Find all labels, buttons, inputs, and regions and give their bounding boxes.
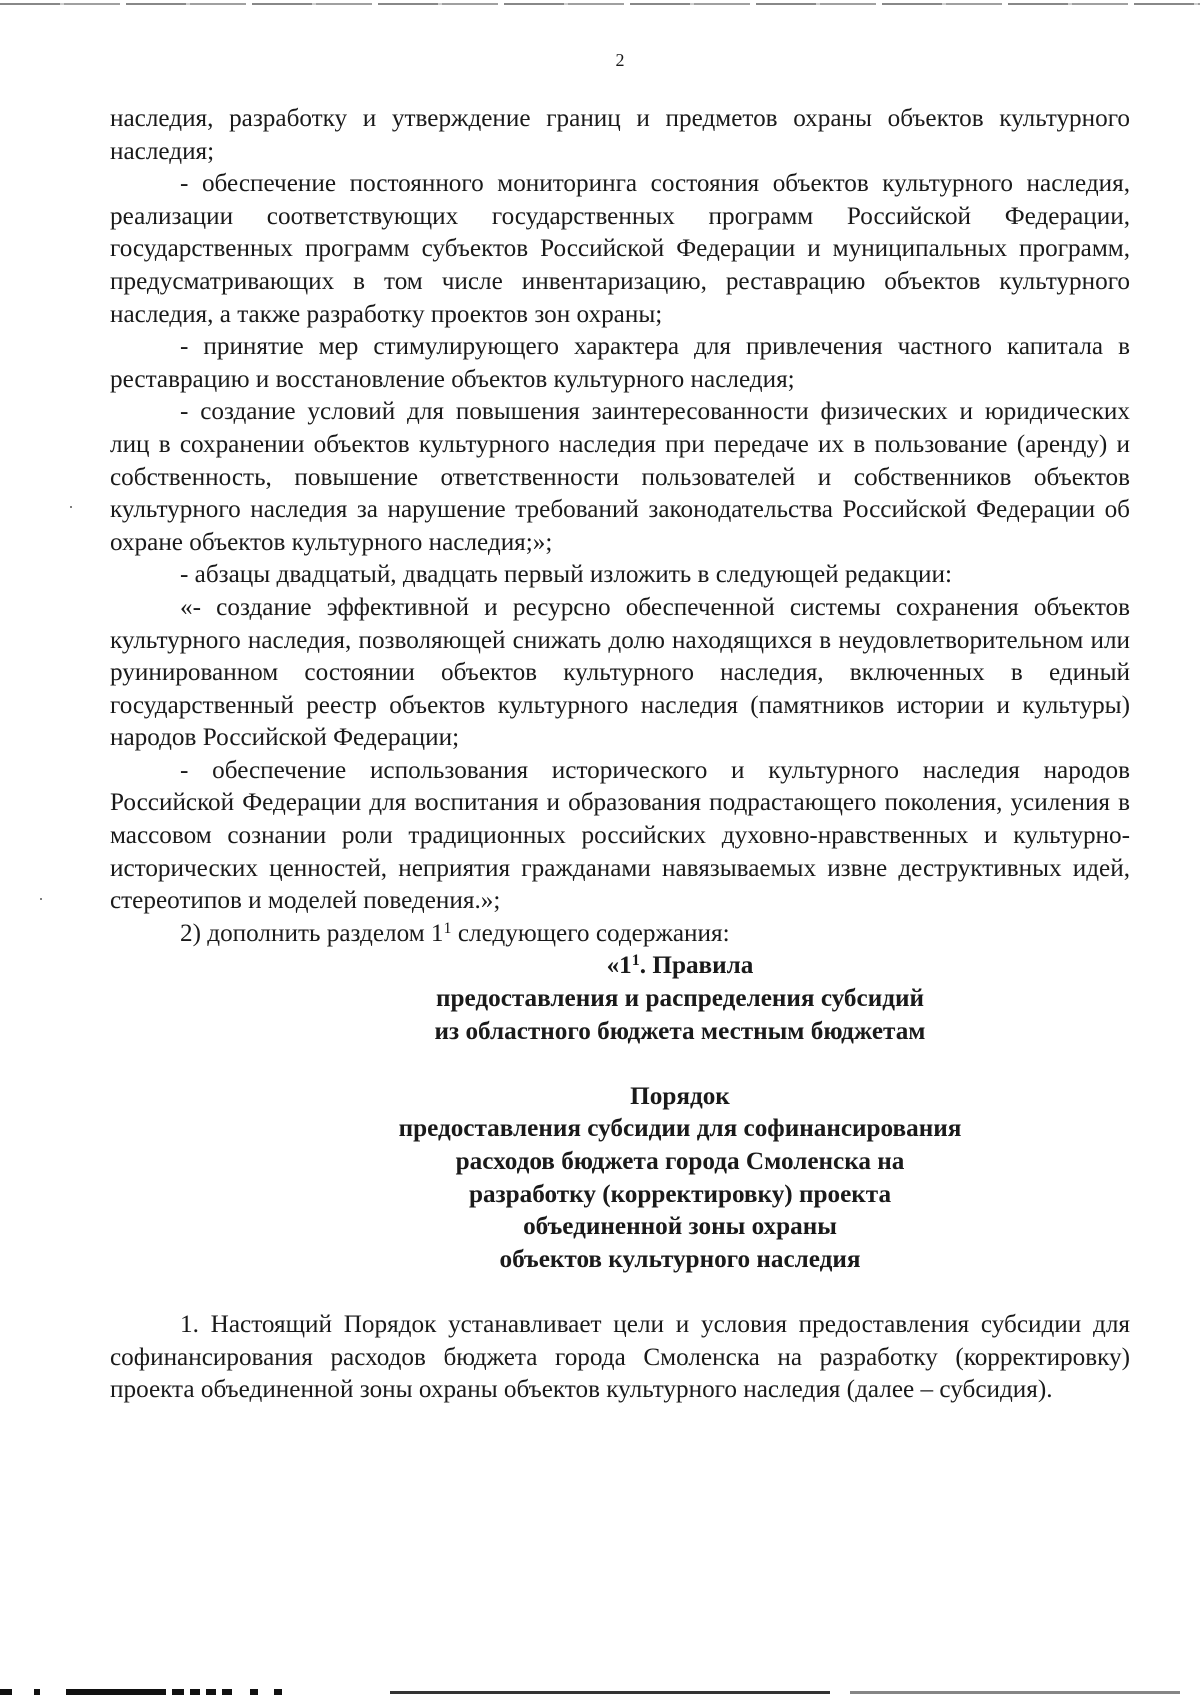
paragraph: - обеспечение использования исторического и культурного наследия народов Российской Федерации для воспитания и образования подрастающего поколения, усиления в массовом сознании роли традиционных российских духовно-нравственных и культурно-исторических ценностей, неприятия гражданами навязываемых извне деструктивных идей, стереотипов и моделей поведения.»;	[110, 756, 1130, 915]
procedure-heading-line: объединенной зоны охраны	[523, 1213, 837, 1241]
scan-speck	[40, 898, 42, 900]
paragraph: - создание условий для повышения заинтересованности физических и юридических лиц в сохранении объектов культурного наследия при передаче их в пользование (аренду) и собственность, повышение ответственности пользователей и собственников объектов культурного наследия за нарушение требований законодательства Российской Федерации об охране объектов культурного наследия;»;	[110, 398, 1130, 556]
paragraph: - абзацы двадцатый, двадцать первый изложить в следующей редакции:	[180, 561, 953, 589]
procedure-heading-line: разработку (корректировку) проекта	[468, 1180, 892, 1208]
paragraph: наследия, разработку и утверждение границ и предметов охраны объектов культурного наследия;	[110, 105, 1130, 165]
addition-paragraph: 2) дополнить разделом $1^1$ следующего содержания:	[180, 919, 730, 947]
procedure-heading	[110, 1081, 1130, 1277]
procedure-heading-line: предоставления субсидии для софинансирования	[398, 1115, 962, 1143]
paragraph: - обеспечение постоянного мониторинга состояния объектов культурного наследия, реализации соответствующих государственных программ Российской Федерации, государственных программ субъектов Российской Федерации и муниципальных программ, предусматривающих в том числе инвентаризацию, реставрацию объектов культурного наследия, а также разработку проектов зон охраны;	[110, 170, 1130, 328]
document-body	[110, 103, 1130, 1407]
paragraph: «- создание эффективной и ресурсно обеспеченной системы сохранения объектов культурного наследия, позволяющей снижать долю находящихся в неудовлетворительном или руинированном состоянии объектов культурного наследия, включенных в единый государственный реестр объектов культурного наследия (памятников истории и культуры) народов Российской Федерации;	[110, 593, 1130, 752]
procedure-heading-line: расходов бюджета города Смоленска на	[455, 1148, 905, 1175]
section-heading-line: из областного бюджета местным бюджетам	[434, 1017, 926, 1045]
procedure-heading-line: объектов культурного наследия	[499, 1245, 861, 1273]
paragraph: - принятие мер стимулирующего характера для привлечения частного капитала в реставрацию и восстановление объектов культурного наследия;	[110, 333, 1130, 393]
section-heading-title: «$1^1$. Правила	[606, 952, 754, 980]
section-heading	[110, 950, 1130, 1048]
scan-speck	[70, 506, 72, 508]
paragraph: 1. Настоящий Порядок устанавливает цели и условия предоставления субсидии для софинансирования расходов бюджета города Смоленска на разработку (корректировку) проекта объединенной зоны охраны объектов культурного наследия (далее – субсидия).	[110, 1310, 1130, 1404]
scan-edge-top	[0, 3, 1200, 5]
scan-edge-bottom	[0, 1689, 1200, 1695]
section-heading-line: предоставления и распределения субсидий	[436, 985, 924, 1013]
procedure-heading-title: Порядок	[630, 1082, 730, 1110]
page-number: 2	[615, 50, 625, 70]
